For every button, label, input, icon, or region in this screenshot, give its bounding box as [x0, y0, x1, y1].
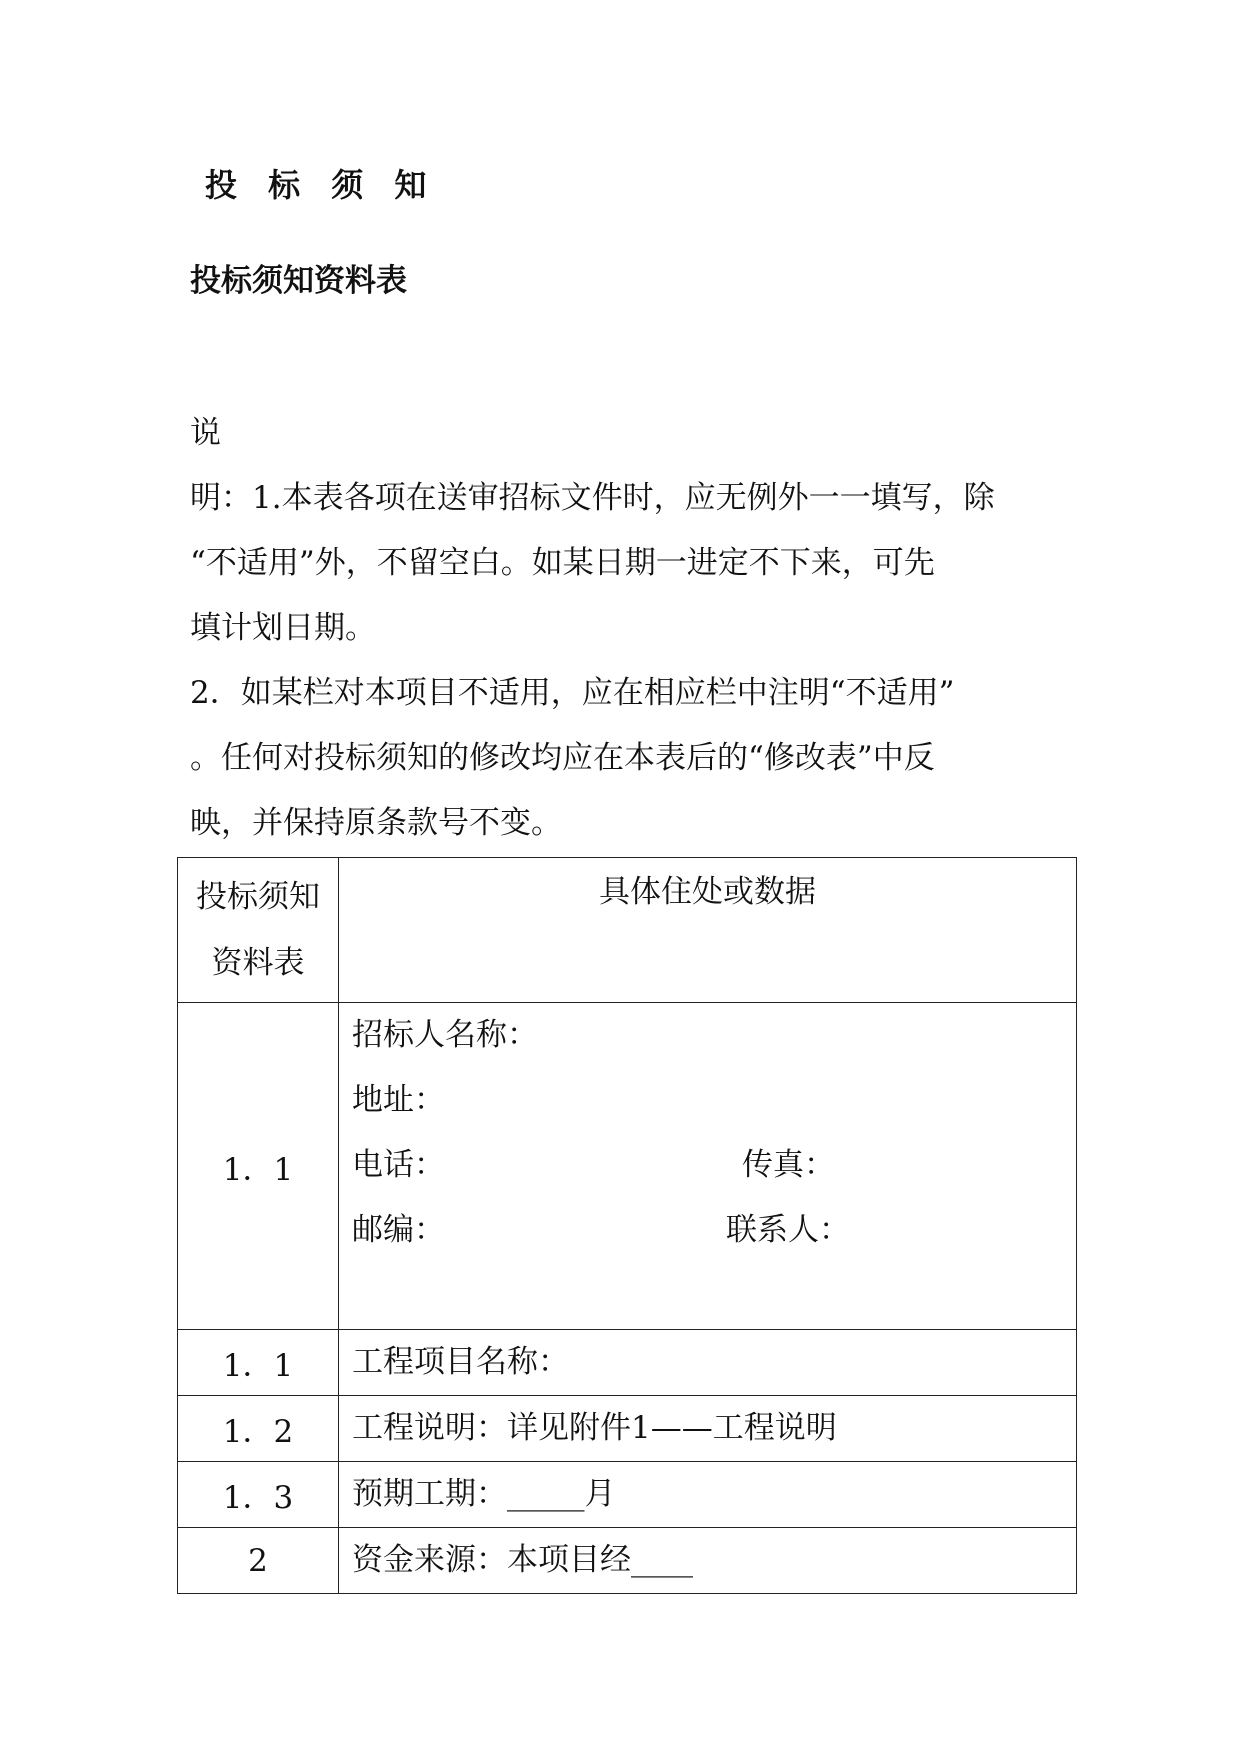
- tenderer-name-label: 招标人名称：: [352, 1017, 538, 1053]
- row-content: 预期工期：_____月: [339, 1462, 1077, 1528]
- row-number: 1．1: [178, 1330, 339, 1396]
- row-number: 2: [178, 1528, 339, 1594]
- bidding-info-table: [177, 857, 1077, 1594]
- address-label: 地址：: [352, 1082, 445, 1118]
- phone-label: 电话：: [352, 1147, 445, 1183]
- note-line: 。任何对投标须知的修改均应在本表后的“修改表”中反: [190, 740, 935, 776]
- note-line: 明：1.本表各项在送审招标文件时，应无例外一一填写，除: [190, 480, 995, 516]
- postcode-label: 邮编：: [352, 1212, 445, 1248]
- table-row: [178, 1528, 1077, 1594]
- row-number: 1．1: [178, 1003, 339, 1330]
- note-line: 2．如某栏对本项目不适用，应在相应栏中注明“不适用”: [190, 675, 955, 711]
- note-line: 说: [190, 415, 221, 451]
- header-left-line2: 资料表: [211, 945, 305, 981]
- contact-label: 联系人：: [726, 1212, 850, 1248]
- header-right-cell: 具体住处或数据: [339, 858, 1077, 1003]
- table-header-row: [178, 858, 1077, 1003]
- table-row: [178, 1396, 1077, 1462]
- note-line: 填计划日期。: [190, 610, 376, 646]
- row-content: 工程说明：详见附件1——工程说明: [339, 1396, 1077, 1462]
- row-content: 资金来源：本项目经____: [339, 1528, 1077, 1594]
- note-line: “不适用”外，不留空白。如某日期一进定不下来，可先: [190, 545, 935, 581]
- table-row: [178, 1330, 1077, 1396]
- row-number: 1．2: [178, 1396, 339, 1462]
- row-content: 工程项目名称：: [339, 1330, 1077, 1396]
- header-left-cell: [178, 858, 339, 1003]
- note-line: 映，并保持原条款号不变。: [190, 805, 562, 841]
- table-row: [178, 1003, 1077, 1330]
- document-title: 投 标 须 知: [205, 166, 437, 204]
- table-row: [178, 1462, 1077, 1528]
- fax-label: 传真：: [742, 1147, 835, 1183]
- row-number: 1．3: [178, 1462, 339, 1528]
- header-left-line1: 投标须知: [196, 879, 320, 915]
- row-content: [339, 1003, 1077, 1330]
- document-subtitle: 投标须知资料表: [190, 263, 407, 299]
